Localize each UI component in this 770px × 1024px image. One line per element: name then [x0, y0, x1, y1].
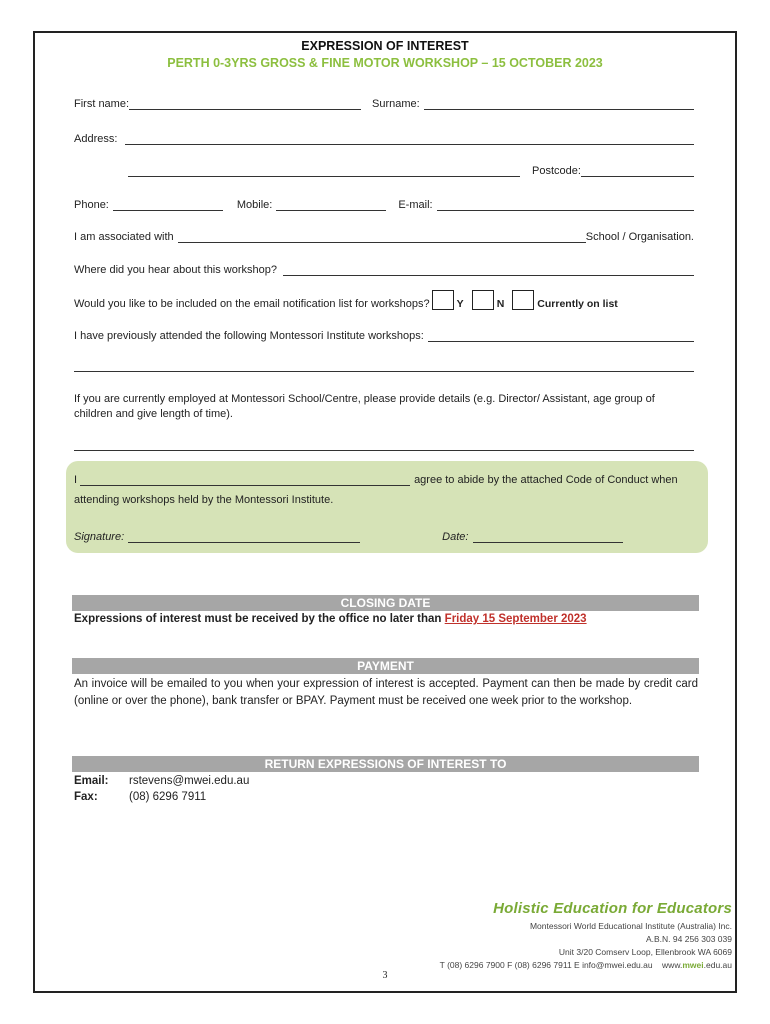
- address-row-2: [128, 161, 694, 177]
- hear-row: [74, 260, 694, 276]
- agreement-row: [74, 470, 696, 486]
- yes-checkbox[interactable]: [432, 290, 454, 310]
- postcode-label: Postcode:: [532, 165, 581, 177]
- agreement-name-field[interactable]: [80, 473, 410, 486]
- address-label: Address:: [74, 133, 118, 145]
- closing-date-heading: CLOSING DATE: [72, 595, 699, 611]
- org-name: Montessori World Educational Institute (Australia) Inc.: [529, 921, 732, 931]
- name-row: [74, 94, 694, 110]
- agreement-text: agree to abide by the attached Code of Conduct when: [414, 474, 678, 486]
- hear-field[interactable]: [283, 263, 694, 276]
- return-email-row: [74, 775, 249, 787]
- org-phone-fax-email: T (08) 6296 7900 F (08) 6296 7911 E info@mwei.edu.au: [439, 960, 653, 970]
- return-fax-label: Fax:: [74, 791, 98, 803]
- brand-logo-text: Holistic Education for Educators: [493, 900, 732, 917]
- mobile-field[interactable]: [276, 198, 386, 211]
- signature-label: Signature:: [74, 531, 125, 543]
- signature-field[interactable]: [128, 530, 360, 543]
- payment-text: An invoice will be emailed to you when your expression of interest is accepted. Payment can then be made by credit card (online or over the phone), bank transfer or BPAY. Payment must be received one week prior to the workshop.: [74, 678, 698, 707]
- surname-field[interactable]: [424, 97, 694, 110]
- org-abn: A.B.N. 94 256 303 039: [645, 934, 732, 944]
- first-name-label: First name:: [74, 98, 130, 110]
- yes-label: Y: [456, 298, 464, 310]
- first-name-field[interactable]: [129, 97, 361, 110]
- address-field-1[interactable]: [125, 132, 694, 145]
- web-suffix: .edu.au: [703, 960, 732, 970]
- association-row: [74, 227, 694, 243]
- form-title: EXPRESSION OF INTEREST: [301, 39, 469, 53]
- return-heading: RETURN EXPRESSIONS OF INTEREST TO: [72, 756, 699, 772]
- notification-row: [74, 288, 714, 310]
- no-checkbox[interactable]: [472, 290, 494, 310]
- date-label: Date:: [442, 531, 469, 543]
- address-field-2[interactable]: [128, 164, 520, 177]
- employment-instructions: If you are currently employed at Montessori School/Centre, please provide details (e.g. Director/ Assistant, age group of children and give length of time).: [74, 393, 655, 420]
- phone-label: Phone:: [74, 199, 109, 211]
- payment-heading: PAYMENT: [72, 658, 699, 674]
- no-label: N: [496, 298, 505, 310]
- attended-field-1[interactable]: [428, 329, 694, 342]
- closing-date-text: [74, 613, 587, 625]
- closing-date-sentence: Expressions of interest must be received by the office no later than: [74, 613, 442, 625]
- contact-row: [74, 195, 694, 211]
- org-website[interactable]: [662, 960, 732, 970]
- agreement-text-2: attending workshops held by the Montessori Institute.: [74, 494, 334, 506]
- form-subtitle: PERTH 0-3YRS GROSS & FINE MOTOR WORKSHOP – 15 OCTOBER 2023: [167, 56, 603, 70]
- return-email-label: Email:: [74, 775, 109, 787]
- association-field[interactable]: [178, 230, 586, 243]
- agreement-i-label: I: [74, 474, 78, 486]
- postcode-field[interactable]: [581, 164, 694, 177]
- page-number: 3: [382, 970, 388, 981]
- notification-label: Would you like to be included on the email notification list for workshops?: [74, 298, 430, 310]
- mobile-label: Mobile:: [236, 199, 273, 211]
- closing-date-value: Friday 15 September 2023: [444, 613, 587, 625]
- return-email-value[interactable]: rstevens@mwei.edu.au: [129, 775, 250, 787]
- date-field[interactable]: [473, 530, 623, 543]
- email-label: E-mail:: [398, 199, 433, 211]
- email-field[interactable]: [437, 198, 694, 211]
- attended-row: [74, 326, 694, 342]
- org-address: Unit 3/20 Comserv Loop, Ellenbrook WA 6069: [558, 947, 732, 957]
- signature-row: [74, 527, 634, 543]
- associated-label: I am associated with: [74, 231, 174, 243]
- return-fax-row: [74, 791, 206, 803]
- associated-suffix: School / Organisation.: [585, 231, 694, 243]
- phone-field[interactable]: [113, 198, 223, 211]
- return-fax-value: (08) 6296 7911: [129, 791, 207, 803]
- web-mid: mwei: [682, 960, 704, 970]
- currently-on-list-label: Currently on list: [537, 298, 618, 310]
- currently-on-list-checkbox[interactable]: [512, 290, 534, 310]
- hear-label: Where did you hear about this workshop?: [74, 264, 278, 276]
- surname-label: Surname:: [372, 98, 420, 110]
- employment-field[interactable]: [74, 450, 694, 451]
- attended-label: I have previously attended the following Montessori Institute workshops:: [74, 330, 424, 342]
- attended-field-2[interactable]: [74, 371, 694, 372]
- web-prefix: www.: [662, 960, 683, 970]
- address-row: [74, 129, 694, 145]
